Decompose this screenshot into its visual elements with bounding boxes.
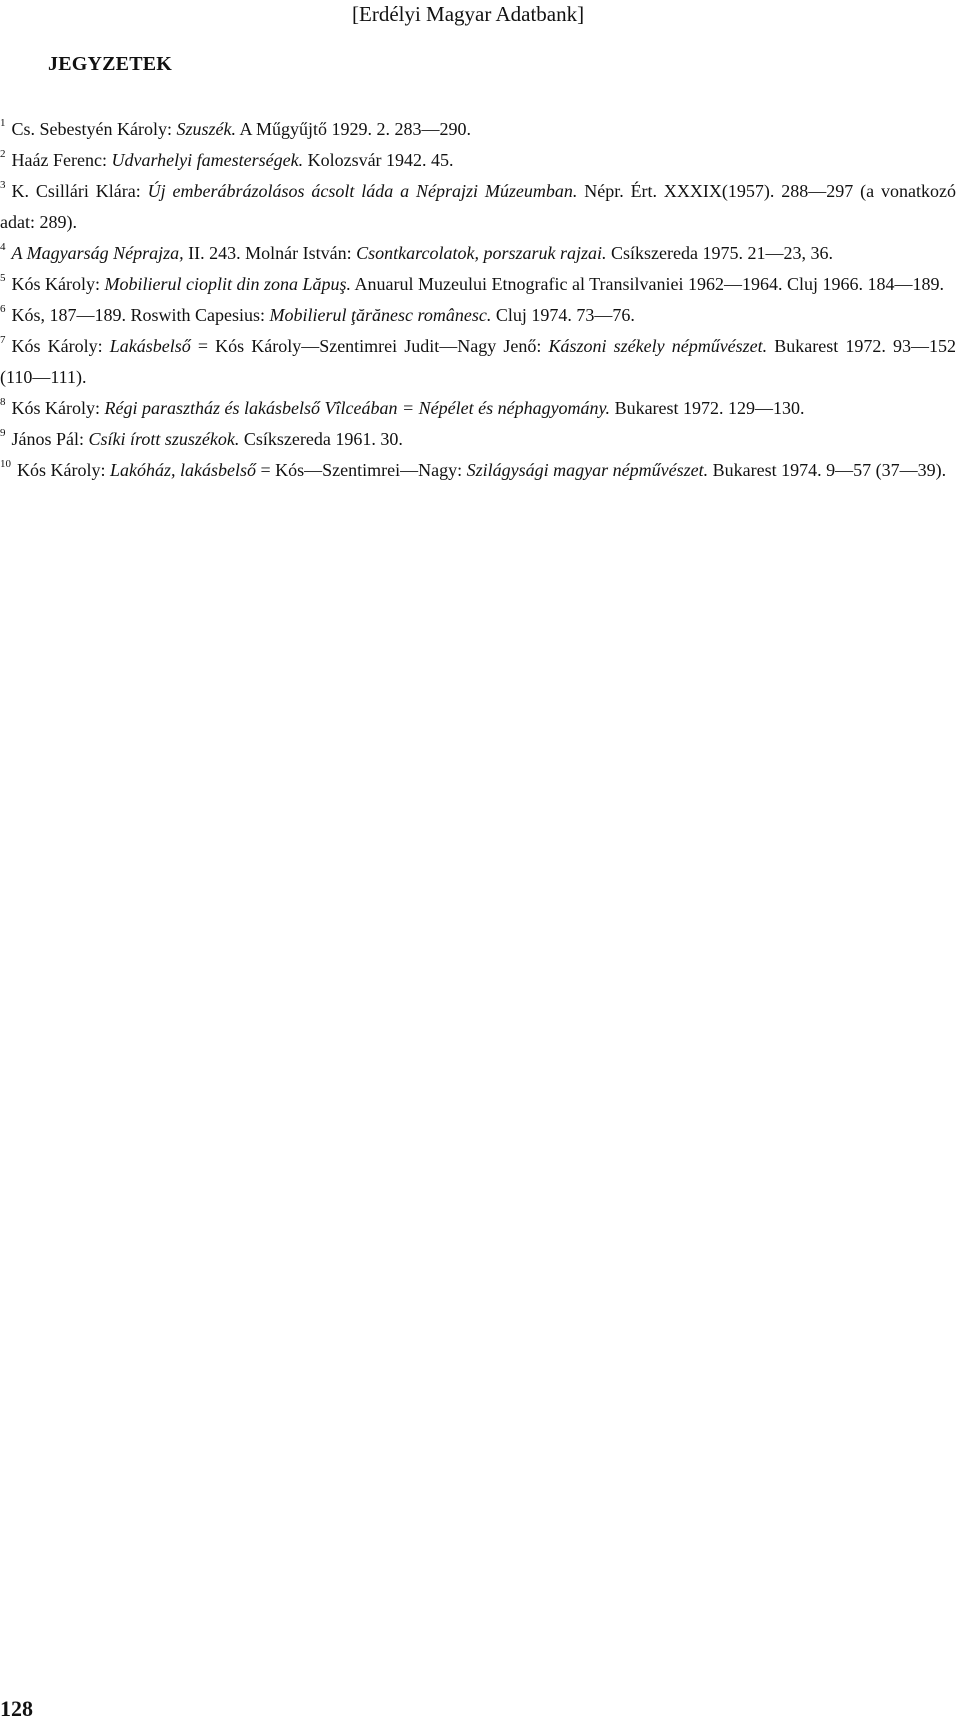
note-text: Bukarest 1972. 129—130. [610,398,805,418]
note-number: 1 [0,117,6,129]
note-title: Lakásbelső [109,336,191,356]
note-title: A Magyarság Néprajza, [11,243,184,263]
note-text: Anuarul Muzeului Etnografic al Transilvaniei 1962—1964. Cluj 1966. 184—189. [351,274,944,294]
note-title: Kászoni székely népművészet. [548,336,768,356]
note-number: 2 [0,148,6,160]
note-2 [0,145,956,176]
note-6 [0,300,956,331]
note-title: Mobilierul cioplit din zona Lăpuş. [104,274,352,294]
note-text: Kós Károly: [11,274,105,294]
note-text: II. 243. Molnár István: [183,243,357,263]
note-text: = Kós—Szentimrei—Nagy: [256,460,467,480]
note-1 [0,114,956,145]
note-title: Lakóház, lakásbelső [110,460,256,480]
note-7 [0,331,956,393]
note-text: Kolozsvár 1942. 45. [303,150,454,170]
note-title: Csíki írott szuszékok. [88,429,240,449]
source-header: [Erdélyi Magyar Adatbank] [352,2,585,26]
note-text: Haáz Ferenc: [11,150,112,170]
note-title: Udvarhelyi famesterségek. [111,150,304,170]
note-text: Cs. Sebestyén Károly: [11,119,177,139]
note-number: 3 [0,179,6,191]
section-title: JEGYZETEK [48,53,173,75]
note-number: 4 [0,241,6,253]
note-10 [0,455,956,486]
note-number: 10 [0,458,11,470]
note-text: Népr. Ért. XXXIX(1957). 288—297 (a vonatkozó adat: 289). [0,181,956,232]
note-number: 6 [0,303,6,315]
note-text: Kós Károly: [11,398,105,418]
note-text: Kós Károly: [11,336,110,356]
note-text: Csíkszereda 1975. 21—23, 36. [606,243,833,263]
note-3 [0,176,956,238]
note-8 [0,393,956,424]
note-title: Mobilierul ţărănesc românesc. [269,305,492,325]
note-text: Kós Károly: [17,460,110,480]
note-title: Szilágysági magyar népművészet. [466,460,709,480]
note-text: Bukarest 1972. 93—152 (110—111). [0,336,957,387]
note-text: A Műgyűjtő 1929. 2. 283—290. [235,119,472,139]
note-text: K. Csillári Klára: [11,181,148,201]
note-title: Régi parasztház és lakásbelső Vîlceában = Népélet és néphagyomány. [104,398,611,418]
note-number: 5 [0,272,6,284]
note-text: = Kós Károly—Szentimrei Judit—Nagy Jenő: [190,336,549,356]
page-number: 128 [0,1696,33,1721]
note-number: 9 [0,427,6,439]
note-title: Szuszék. [176,119,236,139]
note-text: Csíkszereda 1961. 30. [239,429,403,449]
note-text: János Pál: [11,429,89,449]
note-9 [0,424,956,455]
note-title: Új emberábrázolásos ácsolt láda a Néprajzi Múzeumban. [147,181,578,201]
note-4 [0,238,956,269]
note-number: 7 [0,334,6,346]
note-number: 8 [0,396,6,408]
note-5 [0,269,956,300]
note-text: Bukarest 1974. 9—57 (37—39). [708,460,947,480]
notes-list [0,114,956,486]
note-title: Csontkarcolatok, porszaruk rajzai. [356,243,607,263]
note-text: Kós, 187—189. Roswith Capesius: [11,305,270,325]
note-text: Cluj 1974. 73—76. [491,305,635,325]
